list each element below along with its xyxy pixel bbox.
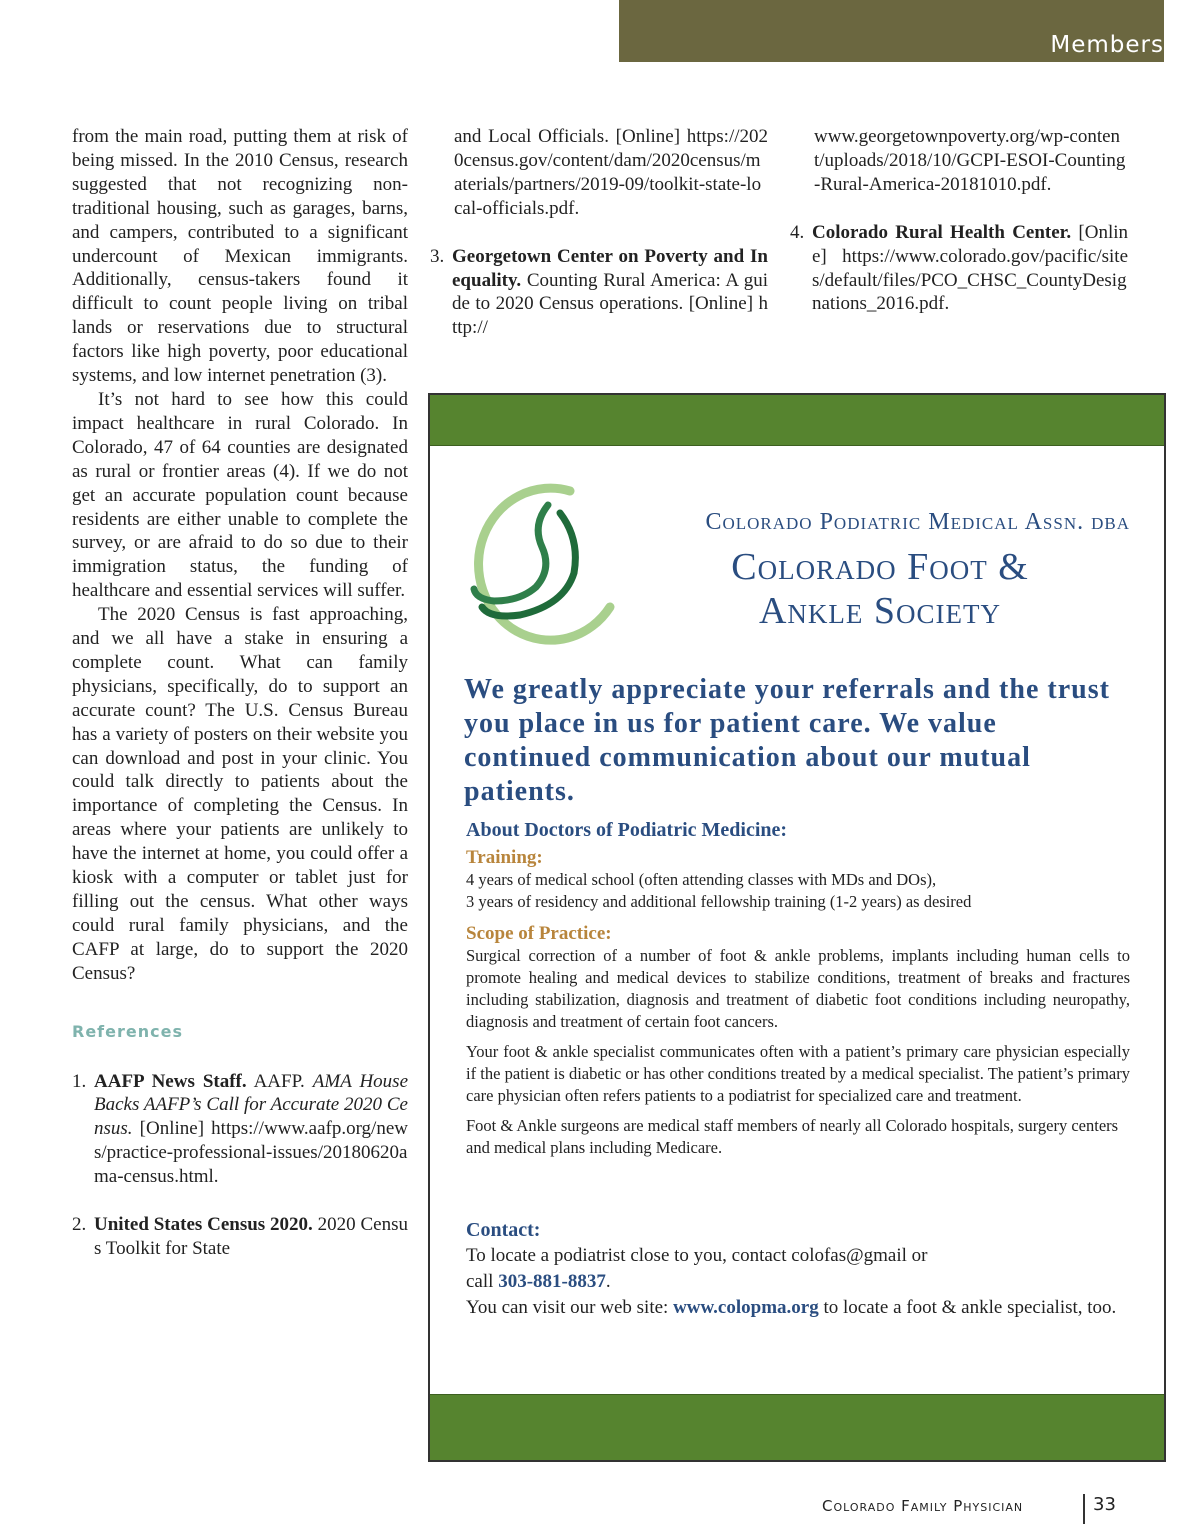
- advertisement-box: [428, 393, 1166, 1462]
- organization-name: [660, 545, 1100, 633]
- publication-title: Colorado Family Physician: [822, 1497, 1024, 1515]
- section-tab: [619, 0, 1164, 62]
- about-heading: About Doctors of Podiatric Medicine:: [466, 819, 788, 841]
- reference-continuation: www.georgetownpoverty.org/wp-content/uploads/2018/10/GCPI-ESOI-Counting-Rural-America-20181010.pdf.: [814, 126, 1126, 195]
- surgeons-text: Foot & Ankle surgeons are medical staff members of nearly all Colorado hospitals, surgery centers and medical plans including Medicare.: [466, 1116, 1119, 1157]
- reference-item: [790, 221, 1128, 317]
- page-number: 33: [1093, 1494, 1116, 1515]
- reference-text: AAFP.: [246, 1070, 313, 1092]
- reference-number: 1.: [72, 1070, 87, 1092]
- reference-text: [Online] https://www.aafp.org/news/practice-professional-issues/20180620ama-census.html.: [94, 1118, 408, 1188]
- website-suffix: to locate a foot & ankle specialist, too.: [818, 1297, 1117, 1318]
- article-paragraph: It’s not hard to see how this could impact healthcare in rural Colorado. In Colorado, 47 of 64 counties are designated as rural or frontier areas (4). If we do not get an accurate population count because residents are either unable to complete the survey, or are afraid to do so due to their immigration status, the funding of healthcare and essential services will suffer.: [72, 388, 408, 602]
- reference-text: 2020 Census Toolkit for State: [94, 1214, 408, 1259]
- contact-period: .: [605, 1271, 611, 1292]
- article-paragraph: from the main road, putting them at risk of being missed. In the 2010 Census, research suggested that not recognizing non-traditional housing, such as garages, barns, and campers, contributed to a significant undercount of Mexican immigrants. Additionally, census-takers found it difficult to count people living on tribal lands or reservations due to structural factors like high poverty, poor educational systems, and low internet penetration (3).: [72, 126, 408, 387]
- organization-name-line: Colorado Foot &: [731, 546, 1029, 588]
- contact-section: [466, 1217, 1130, 1321]
- website-prefix: You can visit our web site:: [466, 1297, 674, 1318]
- reference-text: [Online] https://www.colorado.gov/pacific/sites/default/files/PCO_CHSC_CountyDesignations_2016.pdf.: [812, 221, 1129, 315]
- organization-dba-line: Colorado Podiatric Medical Assn. dba: [705, 509, 1130, 535]
- references-heading: References: [72, 1021, 183, 1041]
- contact-line: To locate a podiatrist close to you, contact colofas@gmail or: [466, 1245, 928, 1266]
- reference-author: Georgetown Center on Poverty and Inequality.: [452, 245, 768, 291]
- reference-title: AMA House Backs AAFP’s Call for Accurate 2020 Census.: [94, 1070, 409, 1140]
- ad-bottom-bar: [430, 1394, 1164, 1460]
- reference-number: 2.: [72, 1214, 87, 1236]
- organization-name-line: Ankle Society: [758, 590, 1002, 632]
- article-column-2: [430, 125, 768, 340]
- reference-text: Counting Rural America: A guide to 2020 Census operations. [Online] http://: [452, 269, 768, 339]
- reference-body: [94, 1213, 408, 1261]
- about-section: [466, 819, 1130, 1159]
- reference-item: [72, 1213, 408, 1261]
- ad-top-bar: [430, 395, 1164, 446]
- contact-call-line: [466, 1269, 1130, 1295]
- reference-number: 3.: [430, 245, 445, 267]
- foot-logo-icon: [460, 477, 620, 647]
- training-line: 4 years of medical school (often attending classes with MDs and DOs),: [466, 870, 937, 889]
- reference-number: 4.: [790, 221, 805, 243]
- article-paragraph: The 2020 Census is fast approaching, and we all have a stake in ensuring a complete count. What can family physicians, specifically, do to support an accurate count? The U.S. Census Bureau has a variety of posters on their website you can download and post in your clinic. You could talk directly to patients about the importance of completing the Census. In areas where your patients are unlikely to have the internet at home, you could offer a kiosk with a computer or tablet just for filling out the census. What other ways could rural family physicians, and the CAFP at large, do to support the 2020 Census?: [72, 604, 408, 984]
- section-label: Members: [1050, 32, 1164, 58]
- reference-body: [452, 245, 768, 341]
- reference-continuation: and Local Officials. [Online] https://2020census.gov/content/dam/2020census/materials/partners/2019-09/toolkit-state-local-officials.pdf.: [454, 126, 768, 219]
- scope-label: Scope of Practice:: [466, 923, 612, 944]
- reference-body: [812, 221, 1128, 317]
- reference-item: [430, 245, 768, 341]
- ad-tagline: We greatly appreciate your referrals and the trust you place in us for patient care. We value continued communication about our mutual patients.: [464, 674, 1110, 807]
- reference-author: United States Census 2020.: [94, 1214, 313, 1236]
- article-column-1: [72, 125, 408, 1261]
- scope-text: Surgical correction of a number of foot & ankle problems, implants including human cells to promote healing and medical devices to stabilize conditions, treatment of breaks and fractures including stabilization, diagnosis and treatment of diabetic foot conditions including neuropathy, diagnosis and treatment of certain foot cancers.: [466, 946, 1130, 1031]
- footer-divider: [1083, 1494, 1085, 1524]
- website-link[interactable]: www.colopma.org: [673, 1297, 819, 1318]
- training-label: Training:: [466, 847, 543, 868]
- reference-author: Colorado Rural Health Center.: [812, 221, 1072, 243]
- contact-call-prefix: call: [466, 1271, 499, 1292]
- reference-body: [94, 1070, 408, 1190]
- contact-heading: Contact:: [466, 1219, 541, 1241]
- reference-item: [72, 1070, 408, 1190]
- reference-author: AAFP News Staff.: [94, 1070, 247, 1092]
- phone-link[interactable]: 303-881-8837: [498, 1271, 606, 1292]
- training-line: 3 years of residency and additional fellowship training (1-2 years) as desired: [466, 892, 972, 911]
- article-column-3: [790, 125, 1128, 316]
- specialist-text: Your foot & ankle specialist communicates often with a patient’s primary care physician especially if the patient is diabetic or has other conditions treated by a medical specialist. The patient’s primary care physician often refers patients to a podiatrist for specialized care and treatment.: [466, 1042, 1130, 1105]
- website-line: [466, 1295, 1130, 1321]
